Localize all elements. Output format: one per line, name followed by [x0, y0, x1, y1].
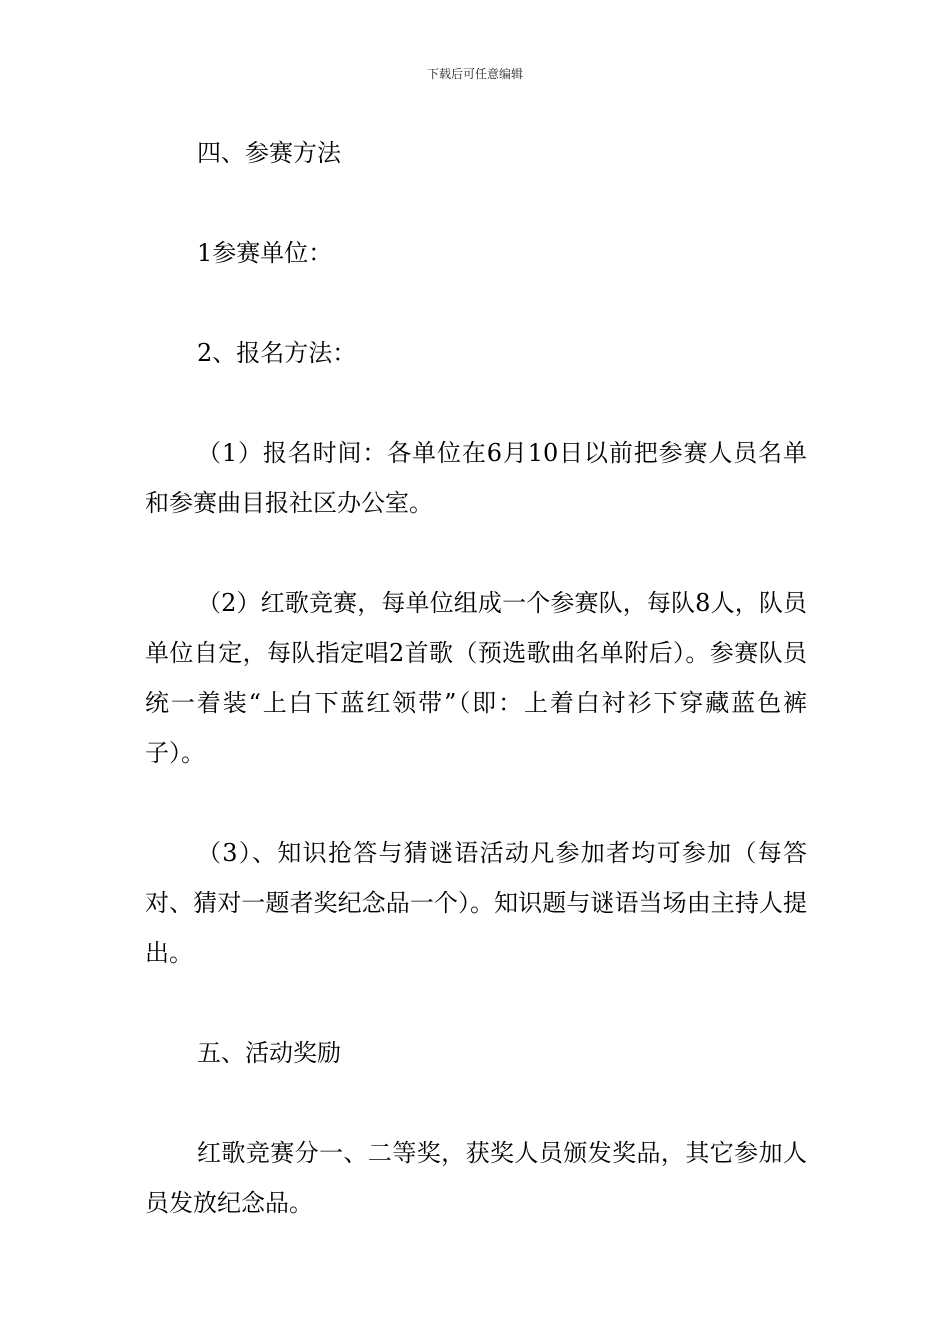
paragraph-gap	[145, 378, 807, 428]
item-participating-units: 1参赛单位：	[197, 239, 333, 267]
section-heading-methods: 四、参赛方法	[197, 139, 341, 167]
paragraph-gap	[145, 528, 807, 578]
paragraph-quiz-riddles: （3）、知识抢答与猜谜语活动凡参加者均可参加（每答对、猜对一题者奖纪念品一个）。知识题与谜语当场由主持人提出。	[145, 839, 807, 967]
section-heading-awards: 五、活动奖励	[197, 1039, 341, 1067]
paragraph-gap	[145, 778, 807, 828]
document-body	[145, 128, 807, 1228]
item-registration-method: 2、报名方法：	[197, 339, 357, 367]
header-note: 下载后可任意编辑	[426, 67, 523, 81]
paragraph-awards: 红歌竞赛分一、二等奖，获奖人员颁发奖品，其它参加人员发放纪念品。	[145, 1139, 807, 1217]
paragraph-gap	[145, 278, 807, 328]
paragraph-gap	[145, 978, 807, 1028]
paragraph-song-contest: （2）红歌竞赛，每单位组成一个参赛队，每队8人，队员单位自定，每队指定唱2首歌（预选歌曲名单附后）。参赛队员统一着装“上白下蓝红领带”（即：上着白衬衫下穿藏蓝色裤子）。	[145, 589, 807, 767]
paragraph-gap	[145, 178, 807, 228]
paragraph-registration-time: （1）报名时间：各单位在6月10日以前把参赛人员名单和参赛曲目报社区办公室。	[145, 439, 807, 517]
paragraph-gap	[145, 1078, 807, 1128]
